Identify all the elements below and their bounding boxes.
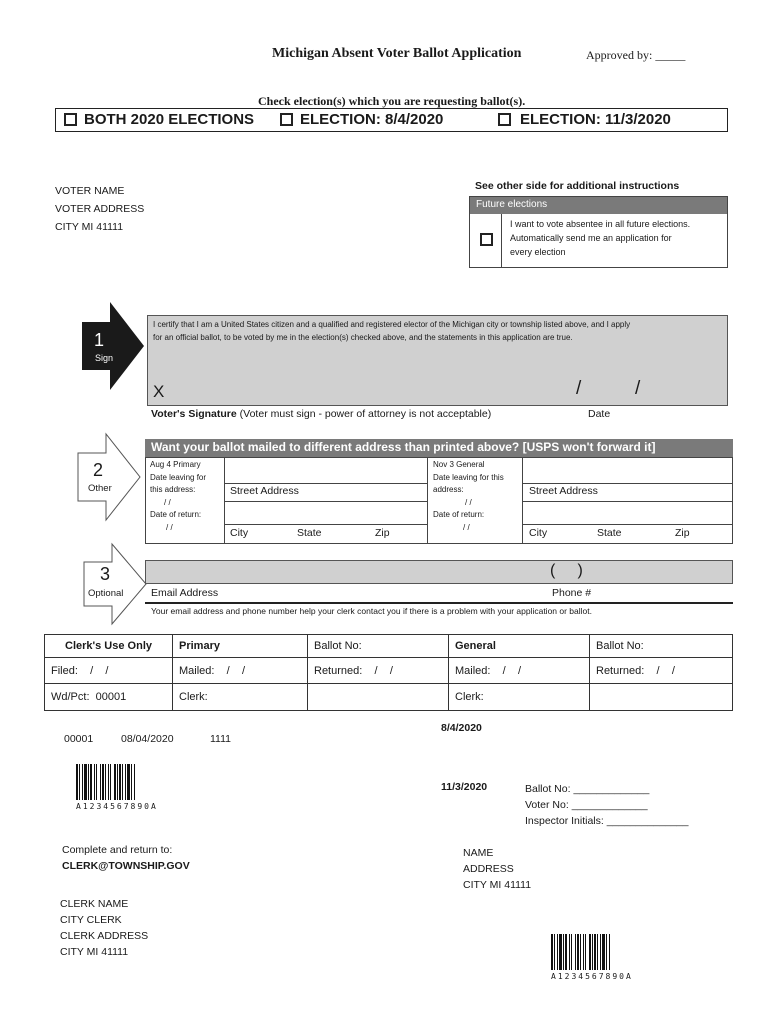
date-label: Date	[588, 408, 611, 420]
future-text-1: I want to vote absentee in all future elections.	[510, 219, 691, 229]
general-dates	[433, 459, 504, 534]
clerk-use-only-heading: Clerk's Use Only	[45, 635, 173, 658]
primary-returned-cell: Returned: / /	[308, 658, 449, 684]
both-elections-checkbox[interactable]	[64, 113, 77, 126]
certify-line-2: for an official ballot, to be voted by me in the election(s) checked above, and the statements in this application are true.	[153, 333, 573, 342]
mail-address: ADDRESS	[463, 863, 514, 875]
section-1-label: Sign	[95, 353, 114, 363]
general-state[interactable]: State	[597, 527, 622, 539]
signature-x: X	[153, 382, 165, 401]
table-row	[45, 635, 733, 658]
future-text-2: Automatically send me an application for	[510, 233, 672, 243]
clerk-address: CLERK ADDRESS	[60, 930, 149, 942]
signature-label-bold: Voter's Signature	[151, 408, 237, 420]
clerk-email: CLERK@TOWNSHIP.GOV	[62, 860, 190, 872]
primary-mailed-cell: Mailed: / /	[173, 658, 308, 684]
voter-city: CITY MI 41111	[55, 221, 124, 233]
approved-by: Approved by: _____	[586, 48, 686, 62]
table-row	[45, 684, 733, 711]
phone-parens: ( )	[550, 562, 583, 579]
general-return-label: Date of return:	[433, 510, 485, 519]
certify-text	[153, 318, 728, 344]
section-3-arrow	[82, 542, 148, 626]
general-leave-date[interactable]: / /	[465, 497, 472, 507]
signature-caption	[151, 408, 491, 420]
clerk-use-table	[44, 634, 733, 711]
signature-note: (Voter must sign - power of attorney is not acceptable)	[239, 408, 492, 420]
primary-leave-date[interactable]: / /	[164, 497, 171, 507]
barcode-text: A1234567890A	[551, 972, 633, 981]
form-title: Michigan Absent Voter Ballot Application	[272, 46, 522, 61]
see-other-side: See other side for additional instructions	[475, 180, 680, 192]
primary-city[interactable]: City	[230, 527, 249, 539]
email-label: Email Address	[151, 587, 219, 599]
ward-precinct-cell: Wd/Pct: 00001	[45, 684, 173, 711]
barcode-bar	[610, 934, 611, 970]
aug-election-checkbox[interactable]	[280, 113, 293, 126]
mail-address-block	[463, 845, 531, 893]
general-mailed-cell: Mailed: / /	[449, 658, 590, 684]
voter-name: VOTER NAME	[55, 185, 125, 197]
general-ballot-no: Ballot No:	[590, 635, 733, 658]
both-elections-label: BOTH 2020 ELECTIONS	[84, 111, 255, 128]
voter-address-block	[55, 182, 144, 236]
future-text-3: every election	[510, 247, 566, 257]
primary-label-3: this address:	[150, 485, 196, 494]
nov-election-label: ELECTION: 11/3/2020	[520, 111, 671, 128]
primary-return-date[interactable]: / /	[166, 522, 173, 532]
primary-return-label: Date of return:	[150, 510, 202, 519]
date-slash-1: /	[576, 378, 582, 399]
footer-id: 00001	[64, 733, 94, 745]
primary-heading: Primary	[173, 635, 308, 658]
general-clerk-cell: Clerk:	[449, 684, 590, 711]
future-elections-checkbox[interactable]	[480, 233, 493, 246]
barcode-bar	[135, 764, 136, 800]
contact-note: Your email address and phone number help your clerk contact you if there is a problem with your application or ballot.	[151, 606, 592, 616]
clerk-city: CITY MI 41111	[60, 946, 129, 958]
section-3-label: Optional	[88, 588, 124, 599]
voter-address: VOTER ADDRESS	[55, 203, 145, 215]
barcode-bars	[76, 764, 158, 800]
nov-election-checkbox[interactable]	[498, 113, 511, 126]
clerk-return-block	[60, 896, 148, 960]
nov-date: 11/3/2020	[441, 781, 488, 793]
primary-clerk-cell: Clerk:	[173, 684, 308, 711]
future-elections-box	[469, 196, 728, 268]
contact-field[interactable]	[145, 560, 733, 584]
complete-return-label: Complete and return to:	[62, 844, 173, 856]
filed-cell: Filed: / /	[45, 658, 173, 684]
general-street-address[interactable]: Street Address	[529, 485, 598, 497]
ballot-no-line: Ballot No: _____________	[525, 783, 650, 795]
table-row	[45, 658, 733, 684]
clerk-name: CLERK NAME	[60, 898, 129, 910]
general-label-2: Date leaving for this	[433, 472, 504, 482]
section-1-arrow	[80, 300, 146, 392]
section-3-number: 3	[100, 564, 111, 584]
future-elections-header: Future elections	[470, 197, 727, 214]
primary-zip[interactable]: Zip	[375, 527, 390, 539]
mail-name: NAME	[463, 847, 494, 859]
primary-ballot-no: Ballot No:	[308, 635, 449, 658]
barcode-text: A1234567890A	[76, 802, 158, 811]
general-heading: General	[449, 635, 590, 658]
footer-code: 1111	[210, 733, 232, 745]
primary-label-2: Date leaving for	[150, 472, 207, 482]
section-1-number: 1	[94, 330, 105, 350]
section-2-arrow	[76, 432, 142, 522]
aug-election-label: ELECTION: 8/4/2020	[300, 111, 444, 128]
section-2-label: Other	[88, 483, 112, 494]
barcode-bottom	[551, 934, 633, 981]
primary-state[interactable]: State	[297, 527, 322, 539]
primary-empty-cell	[308, 684, 449, 711]
inspector-initials-line: Inspector Initials: ______________	[525, 815, 689, 827]
mail-city: CITY MI 41111	[463, 879, 532, 891]
inspector-block	[525, 781, 688, 829]
general-empty-cell	[590, 684, 733, 711]
city-clerk: CITY CLERK	[60, 914, 122, 926]
primary-street-address[interactable]: Street Address	[230, 485, 299, 497]
general-returned-cell: Returned: / /	[590, 658, 733, 684]
phone-label: Phone #	[552, 587, 592, 599]
footer-date: 08/04/2020	[121, 733, 174, 745]
primary-dates	[150, 459, 206, 534]
barcode-top	[76, 764, 158, 811]
aug-date: 8/4/2020	[441, 722, 482, 734]
alt-address-header: Want your ballot mailed to different address than printed above? [USPS won't forward it]	[145, 439, 733, 457]
barcode-bars	[551, 934, 633, 970]
general-label-1: Nov 3 General	[433, 460, 485, 469]
certify-line-1: I certify that I am a United States citizen and a qualified and registered elector of the Michigan city or township listed above, and I apply	[153, 320, 631, 329]
voter-no-line: Voter No: _____________	[525, 799, 648, 811]
general-return-date[interactable]: / /	[463, 522, 470, 532]
section-2-number: 2	[93, 460, 104, 480]
general-city[interactable]: City	[529, 527, 548, 539]
election-instruction: Check election(s) which you are requesting ballot(s).	[258, 94, 526, 108]
primary-label-1: Aug 4 Primary	[150, 460, 201, 469]
general-label-3: address:	[433, 485, 464, 494]
date-slash-2: /	[635, 378, 641, 399]
general-zip[interactable]: Zip	[675, 527, 690, 539]
